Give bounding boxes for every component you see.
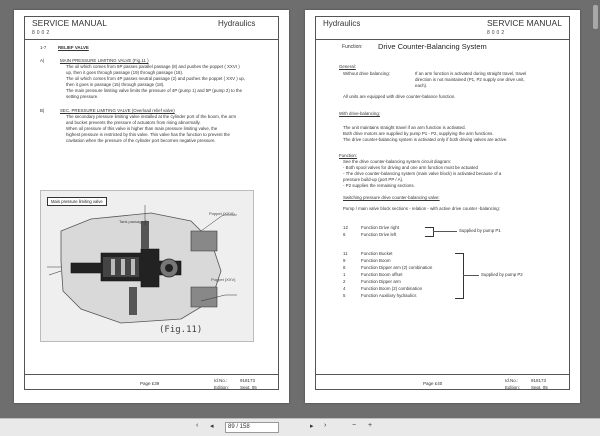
- section-function: Function Bucket: [361, 251, 393, 256]
- footer-page: Page £40: [423, 381, 443, 386]
- footer-id-value: 918173: [531, 378, 547, 383]
- paragraph-a-line: The main pressure limiting valve limits the pressure of 4P (pump 1) and 5P (pump 2) to the: [66, 88, 243, 93]
- zoom-out-button[interactable]: −: [352, 422, 357, 429]
- paragraph-a-line: up, then it goes through passage (19) through passage (18).: [66, 70, 184, 75]
- section-number: 8: [343, 265, 346, 270]
- paragraph-a-line: then it goes in passage (15) through passage (18).: [66, 82, 165, 87]
- section-function: Function Boom (2) combination: [361, 286, 423, 291]
- footer-edition-value: Sept. 05: [240, 385, 257, 390]
- paragraph-b-line: highest pressure is restricted by this valve. This valve has the function to prevent the: [66, 132, 230, 137]
- group-bracket: [455, 253, 464, 299]
- paragraph-a-line: The oil which comes from 4P passes neutral passage (2) and pushes the poppet ( XXV ) up,: [66, 76, 246, 81]
- footer-divider: [315, 374, 570, 375]
- footer-edition-value: Sept. 05: [531, 385, 548, 390]
- footer-id-label: Id.No.:: [505, 378, 519, 383]
- header-section: Hydraulics: [323, 19, 361, 28]
- viewer-toolbar: [0, 418, 600, 436]
- with-balancing-heading: With drive-balancing:: [339, 111, 380, 116]
- group-bracket: [425, 227, 434, 237]
- group2-pump: Supplied by pump P2: [481, 272, 523, 277]
- function-line: - Both spool valves for driving and one arm function must be actuated: [343, 165, 478, 170]
- function-line: pressure build-up (port PP / A).: [343, 177, 404, 182]
- footer-id-label: Id.No.:: [214, 378, 228, 383]
- figure-11: [40, 190, 254, 342]
- first-page-button[interactable]: ‹: [196, 422, 199, 429]
- section-number: 1: [343, 272, 346, 277]
- general-heading: General:: [339, 64, 356, 69]
- group-connector: [433, 231, 457, 232]
- without-line: direction is not maintained (P1, P2 supply one drive unit,: [415, 77, 525, 82]
- footer-divider: [24, 374, 279, 375]
- figure-caption: (Fig.11): [159, 325, 203, 335]
- zoom-in-button[interactable]: +: [368, 422, 373, 429]
- page-right: [305, 10, 580, 403]
- paragraph-a-line: setting pressure.: [66, 94, 99, 99]
- function-title: Drive Counter-Balancing System: [378, 42, 487, 51]
- prev-page-button[interactable]: ◂: [210, 423, 214, 430]
- footer-edition-label: Edition:: [214, 385, 230, 390]
- paragraph-b-line: and bucket prevents the pressure of actuators from rising abnormally.: [66, 120, 201, 125]
- section-function: Function Dipper arm: [361, 279, 401, 284]
- footer-edition-label: Edition:: [505, 385, 521, 390]
- header-section: Hydraulics: [218, 19, 256, 28]
- section-number: 12: [343, 225, 348, 230]
- without-line: each).: [415, 83, 428, 88]
- header-divider: [24, 39, 279, 40]
- label-a: A): [40, 58, 45, 63]
- section-function: Function Drive left: [361, 232, 397, 237]
- all-units-line: All units are equipped with drive counter-balance function.: [343, 94, 456, 99]
- section-number: 6: [343, 232, 346, 237]
- group1-pump: Supplied by pump P1: [459, 228, 501, 233]
- header-divider: [315, 39, 570, 40]
- with-line: The unit maintains straight travel if an arm function is activated.: [343, 125, 466, 130]
- paragraph-b-line: When oil pressure of this valve is higher than main pressure limiting valve, the: [66, 126, 218, 131]
- header-title: SERVICE MANUAL: [32, 18, 107, 28]
- section-function: Function Drive right: [361, 225, 400, 230]
- section-number: 4: [343, 286, 346, 291]
- paragraph-b-line: The secondary pressure limiting valve installed at the cylinder port of the boom, the arm: [66, 114, 237, 119]
- section-number: 11: [343, 251, 348, 256]
- paragraph-a-line: The oil which comes from 5P passes parallel passage (8) and pushes the poppet ( XXVI ): [66, 64, 240, 69]
- label-b: B): [40, 108, 45, 113]
- section-function: Function Boom: [361, 258, 391, 263]
- without-balancing-label: Without drive balancing:: [343, 71, 390, 76]
- header-model: 8002: [32, 30, 52, 36]
- figure-label-poppet-top: Poppet (XXVI): [209, 211, 235, 216]
- last-page-button[interactable]: ›: [324, 422, 327, 429]
- section-number: 1-7: [40, 45, 47, 50]
- with-line: Both drive motors are supplied by pump P1 - P2, supplying the arm functions.: [343, 131, 494, 136]
- with-line: The drive counter-balancing system is activated only if both driving valves are active.: [343, 137, 508, 142]
- next-page-button[interactable]: ▸: [310, 423, 314, 430]
- without-line: If an arm function is activated during straight travel, travel: [415, 71, 527, 76]
- section-number: 9: [343, 258, 346, 263]
- heading-b: SEC. PRESSURE LIMITING VALVE (Overload relief valve): [60, 108, 175, 113]
- section-function: Function Boom offset: [361, 272, 403, 277]
- header-model: 8002: [487, 30, 507, 36]
- scrollbar-thumb[interactable]: [593, 5, 598, 29]
- figure-label-tank: Tank passage 7a: [119, 219, 150, 224]
- function-line: See the drive counter-balancing system circuit diagram:: [343, 159, 452, 164]
- header-title: SERVICE MANUAL: [487, 18, 562, 28]
- section-number: 5: [343, 293, 346, 298]
- page-left: [14, 10, 289, 403]
- page-number-input[interactable]: 89 / 158: [225, 422, 279, 433]
- figure-callout: Main pressure limiting valve: [47, 197, 107, 206]
- function-line: - P2 supplies the remaining sections.: [343, 183, 415, 188]
- switching-heading: Switching pressure drive counter-balancing valve:: [343, 195, 440, 200]
- function-label: Function:: [342, 44, 363, 50]
- function-line: - The drive counter-balancing system (main valve block) is activated because of a: [343, 171, 502, 176]
- section-number: 2: [343, 279, 346, 284]
- switching-line: Pump / main valve block sections - relation - with active drive counter -balancing:: [343, 206, 500, 211]
- heading-a: MAIN PRESSURE LIMITING VALVE (Fig.11 ): [60, 58, 149, 63]
- paragraph-b-line: cavitation when the pressure of the cylinder port becomes negative pressure.: [66, 138, 216, 143]
- section-function: Function Dipper arm (2) combination: [361, 265, 433, 270]
- figure-label-poppet-bottom: Poppet (XXV): [211, 277, 236, 282]
- footer-page: Page £39: [140, 381, 160, 386]
- section-function: Function Auxiliary hydraulics: [361, 293, 417, 298]
- section-title: RELIEF VALVE: [58, 45, 89, 50]
- group-connector: [463, 275, 479, 276]
- function-heading: Function:: [339, 153, 358, 158]
- footer-id-value: 918173: [240, 378, 256, 383]
